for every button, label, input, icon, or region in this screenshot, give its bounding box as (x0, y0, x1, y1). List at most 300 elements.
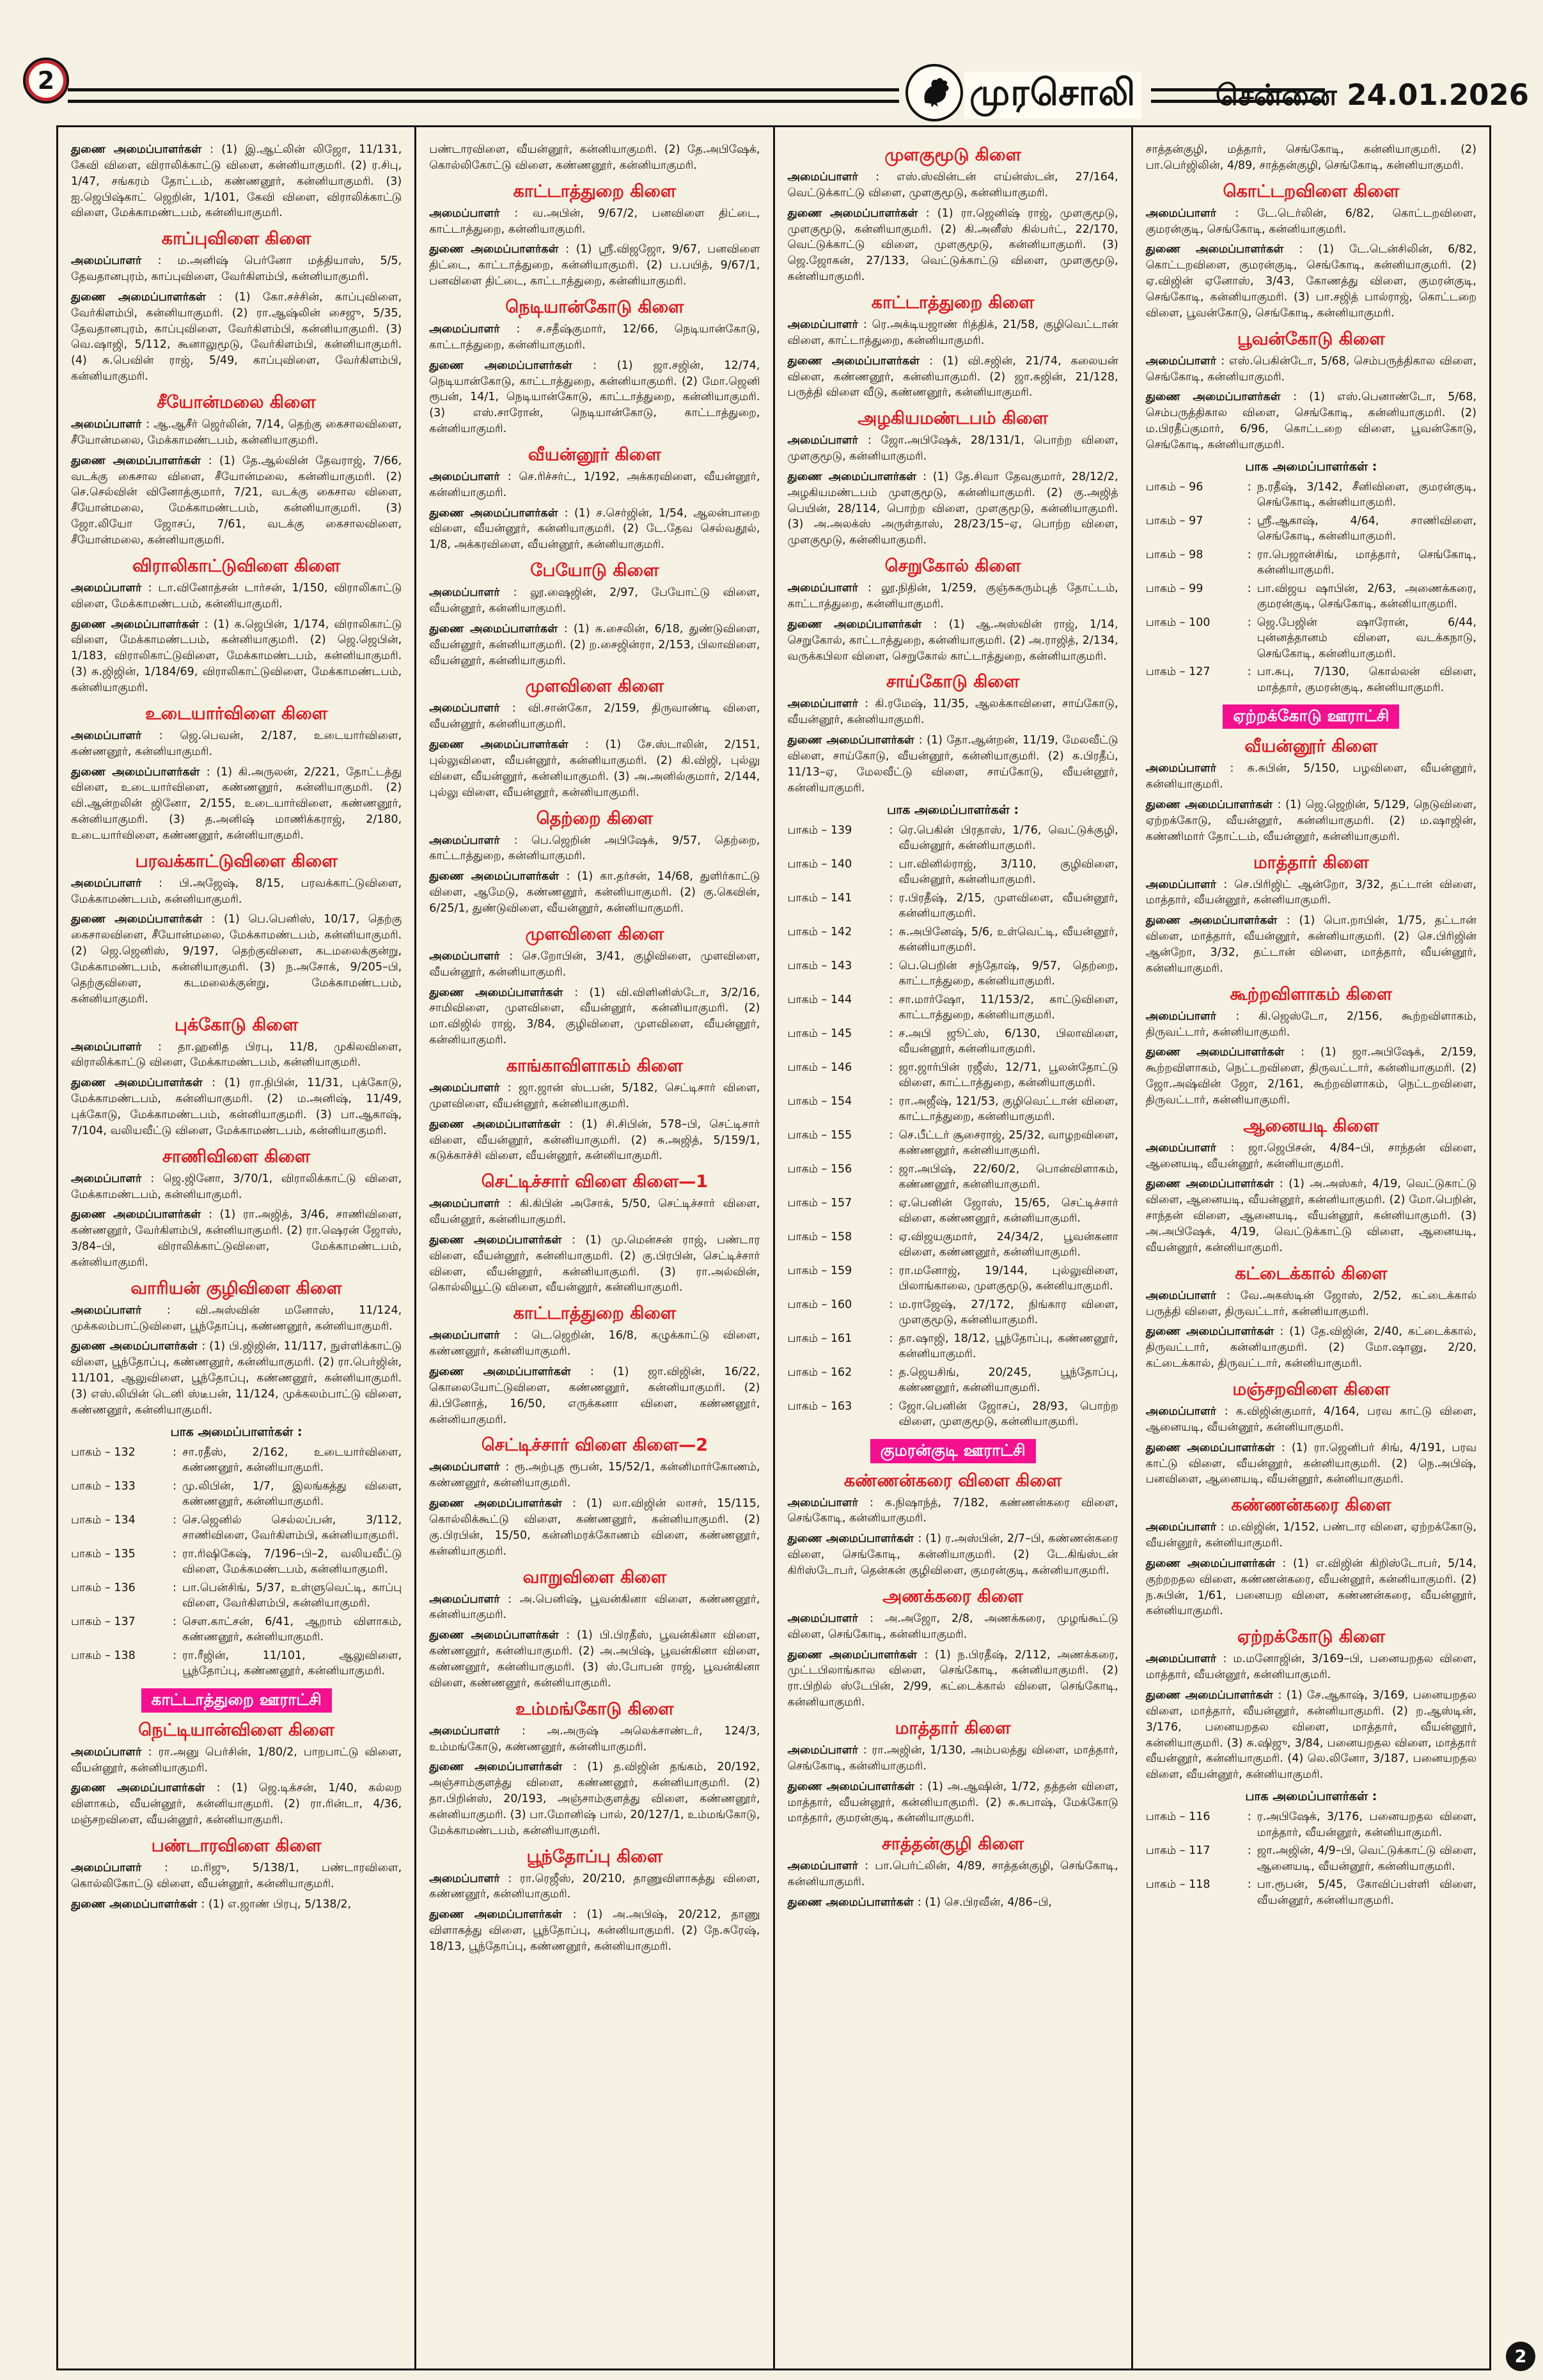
part-text: ரா.பெஜான்சிங், மாத்தார், செங்கோடி, கன்னியாகுமரி. (1257, 548, 1476, 577)
deputies-paragraph: துணை அமைப்பாளர்கள் : (1) தே.ஆல்வின் தேவராஜ், 7/66, வடக்கு கைசால விளை, சீயோன்மலை, கன்னியாகுமரி. (2) செ.செல்வின் வினோத்குமார், 7/21, வடக்கு கைசால விளை, சீயோன்மலை, மேக்காமண்டபம், கன்னியாகுமரி. (3) ஜோ.லியோ ஜோசப், 7/61, வடக்கு கைசாலவிளை, சீயோன்மலை, கன்னியாகுமரி. (71, 454, 402, 547)
part-row (788, 958, 1118, 990)
deputies-paragraph: துணை அமைப்பாளர்கள் : (1) ஜா.சஜின், 12/74, நெடியான்கோடு, காட்டாத்துறை, கன்னியாகுமரி. (2) மோ.ஜெனி ரூபன், 14/1, நெடியான்கோடு, காட்டாத்துறை, கன்னியாகுமரி. (3) எஸ்.சாரோன், நெடியான்கோடு, காட்டாத்துறை, கன்னியாகுமரி. (429, 359, 760, 436)
branch-title: முளவிளை கிளை (525, 676, 664, 697)
part-row (788, 1026, 1118, 1057)
part-colon: : (889, 891, 893, 905)
part-colon: : (889, 1399, 893, 1413)
deputies-paragraph: துணை அமைப்பாளர்கள் : (1) க.ஜெபின், 1/174, விராலிகாட்டு விளை, மேக்காமண்டபம், கன்னியாகுமரி. (2) ஜெ.ஜெபின், 1/183, விராலிகாட்டுவிளை, மேக்காமண்டபம், கன்னியாகுமரி. (3) சு.ஜிஜின், 1/184/69, விராலிகாட்டுவிளை, மேக்காமண்டபம், கன்னியாகுமரி. (71, 618, 402, 694)
paragraph-label: அமைப்பாளர் (787, 171, 876, 184)
masthead-title: முரசொலி (964, 72, 1141, 119)
part-text: செள.காட்சன், 6/41, ஆறாம் விளாகம், கண்ணனூர், கன்னியாகுமரி. (182, 1615, 402, 1644)
part-colon: : (889, 1094, 893, 1108)
part-number: பாகம் – 99 (1145, 582, 1203, 595)
paragraph-label: அமைப்பாளர் (787, 1860, 865, 1873)
organizer-paragraph: அமைப்பாளர் : ம.மனோஜின், 3/169–பி, பனையறதல விளை, மாத்தார், வீயன்னூர், கன்னியாகுமரி. (1145, 1653, 1476, 1682)
branch-title: சாத்தன்குழி கிளை (881, 1834, 1024, 1855)
part-colon: : (1247, 514, 1251, 527)
news-column-1 (58, 127, 416, 2368)
deputies-paragraph: துணை அமைப்பாளர்கள் : (1) வி.விளினிஸ்டோ, 3/2/16, சாமிவிளை, முளவிளை, வீயன்னூர், கன்னியாகுமரி. (2) மா.விஜில் ராஜ், 3/84, குழிவிளை, முளவிளை, வீயன்னூர், கன்னியாகுமரி. (429, 986, 760, 1047)
part-text: செ.பீட்டர் சூசைராஜ், 25/32, வாழறவிளை, கண்ணனூர், கன்னியாகுமரி. (898, 1128, 1118, 1158)
part-row (71, 1614, 402, 1645)
branch-title: கண்ணன்கரை விளை கிளை (843, 1470, 1062, 1491)
part-number: பாகம் – 140 (787, 857, 852, 871)
organizer-paragraph: அமைப்பாளர் : வி.சான்கோ, 2/159, திருவாண்டி விளை, வீயன்னூர், கன்னியாகுமரி. (429, 702, 760, 731)
part-row (1146, 513, 1476, 545)
paragraph-label: துணை அமைப்பாளர்கள் (429, 1497, 573, 1511)
paragraph-label: அமைப்பாளர் (429, 1592, 508, 1606)
paragraph-label: அமைப்பாளர் (71, 729, 159, 742)
part-row (1146, 1809, 1476, 1840)
branch-title: வாரியன் குழிவிளை கிளை (130, 1278, 342, 1298)
paragraph-label: துணை அமைப்பாளர்கள் (787, 734, 919, 747)
part-row (788, 1060, 1118, 1091)
paragraph-label: அமைப்பாளர் (71, 1862, 164, 1874)
paragraph-label: துணை அமைப்பாளர்கள் (1145, 914, 1287, 928)
part-colon: : (889, 1196, 893, 1209)
news-column-3 (775, 127, 1133, 2368)
part-row (788, 823, 1118, 854)
deputies-paragraph: துணை அமைப்பாளர்கள் : (1) பெ.பெனிஸ், 10/17, தெற்கு கைசாலவிளை, சீயோன்மலை, மேக்காமண்டபம், கன்னியாகுமரி. (2) ஜெ.ஜெனிஸ், 9/197, தெற்குவிளை, கடமலைக்குன்று, மேக்காமண்டபம், கன்னியாகுமரி. (3) ந.அசோக், 9/205–பி, தெற்குவிளை, கடமலைக்குன்று, மேக்காமண்டபம், கன்னியாகுமரி. (71, 913, 402, 1006)
branch-title: கட்டைக்கால் கிளை (1235, 1263, 1388, 1284)
part-colon: : (889, 1027, 893, 1040)
deputies-paragraph: துணை அமைப்பாளர்கள் : (1) பொ.றாபின், 1/75, தட்டான் விளை, மாத்தார், வீயன்னூர், கன்னியாகுமரி. (2) செ.பிரிஜின் ஆன்றோ, 3/32, தட்டான் விளை, மாத்தார், வீயன்னூர், கன்னியாகுமரி. (1145, 914, 1476, 975)
deputies-paragraph: துணை அமைப்பாளர்கள் : (1) சி.சிபின், 578–பி, செட்டிசார் விளை, வீயன்னூர், கன்னியாகுமரி. (2) சு.அஜித், 5/159/1, கடுக்காச்சி விளை, வீயன்னூர், கன்னியாகுமரி. (429, 1117, 760, 1163)
part-number: பாகம் – 162 (787, 1365, 852, 1379)
paragraph-label: துணை அமைப்பாளர்கள் (71, 454, 208, 467)
deputies-paragraph: துணை அமைப்பாளர்கள் : (1) கி.அருலன், 2/221, தோட்டத்து விளை, உடையார்விளை, கண்ணனூர், கன்னியாகுமரி. (2) வி.ஆன்றலின் ஜினோ, 2/155, உடையார்விளை, கண்ணனூர், கன்னியாகுமரி. (3) த.அனிஷ் மாணிக்கராஜ், 2/180, உடையார்விளை, கண்ணனூர், கன்னியாகுமரி. (71, 765, 402, 842)
deputies-paragraph: துணை அமைப்பாளர்கள் : (1) தே.சிவா தேவகுமார், 28/12/2, அழகியமண்டபம் முளகுமூடு, கன்னியாகுமரி. (2) கு.அஜித் பெயின், 28/114, பொற்ற விளை, முளகுமூடு, கன்னியாகுமரி. (3) அ.அலக்ஸ் அருள்தாஸ், 28/23/15–ஏ, பொற்ற விளை, முளகுமூடு, கன்னியாகுமரி. (787, 470, 1118, 547)
deputies-paragraph: துணை அமைப்பாளர்கள் : (1) ஜா.விஜின், 16/22, கொலையோட்டுவிளை, கண்ணனூர், கன்னியாகுமரி. (2) கி.பினோத், 16/50, எருக்கனா விளை, கண்ணனூர், கன்னியாகுமரி. (429, 1365, 760, 1426)
part-number: பாகம் – 161 (787, 1332, 852, 1345)
part-number: பாகம் – 163 (787, 1399, 852, 1413)
part-row (71, 1445, 402, 1476)
part-text: ரா.ரீஜின், 11/101, ஆலுவிளை, பூந்தோப்பு, கண்ணனூர், கன்னியாகுமரி. (182, 1649, 402, 1678)
organizer-paragraph: அமைப்பாளர் : கி.ரமேஷ், 11/35, ஆலக்காவிளை, சாய்கோடு, வீயன்னூர், கன்னியாகுமரி. (787, 697, 1118, 727)
paragraph-label: துணை அமைப்பாளர்கள் (429, 359, 593, 372)
deputies-paragraph: துணை அமைப்பாளர்கள் : (1) கோ.சச்சின், காப்புவிளை, வேர்கிளம்பி, கன்னியாகுமரி. (2) ரா.ஆஷ்லின் சைஜு, 5/35, தேவதானபுரம், காப்புவிளை, வேர்கிளம்பி, கன்னியாகுமரி. (3) வெ.ஷாஜி, 5/112, கூனாலுமூடு, வேர்கிளம்பி, கன்னியாகுமரி. (4) சு.பெவின் ராஜ், 5/49, காப்புவிளை, வேர்கிளம்பி, கன்னியாகுமரி. (71, 290, 402, 384)
part-number: பாகம் – 137 (71, 1615, 136, 1628)
branch-title: கண்ணன்கரை கிளை (1231, 1495, 1391, 1516)
paragraph-label: துணை அமைப்பாளர்கள் (71, 143, 210, 156)
part-row (788, 924, 1118, 956)
part-text: ஏ.பெனின் ஜோஸ், 15/65, செட்டிச்சார் விளை, கண்ணனூர், கன்னியாகுமரி. (898, 1196, 1118, 1225)
paragraph-label: துணை அமைப்பாளர்கள் (429, 1629, 567, 1642)
part-colon: : (889, 857, 893, 871)
organizer-paragraph: அமைப்பாளர் : ச.சதீஷ்குமார், 12/66, நெடியான்கோடு, காட்டாத்துறை, கன்னியாகுமரி. (429, 323, 760, 352)
part-text: ந.ரதீஷ், 3/142, சீனிவிளை, குமரன்குடி, செங்கோடி, கன்னியாகுமரி. (1257, 480, 1476, 509)
branch-title: கொட்டறவிளை கிளை (1223, 181, 1400, 201)
paragraph-label: துணை அமைப்பாளர்கள் (71, 765, 207, 779)
organizer-paragraph: அமைப்பாளர் : எஸ்.ஸ்வின்டன் எய்ன்ஸ்டன், 27/164, வெட்டுக்காட்டு விளை, முளகுமூடு, கன்னியாகுமரி. (787, 171, 1118, 199)
part-row (788, 857, 1118, 888)
paragraph-label: அமைப்பாளர் (429, 1461, 506, 1474)
branch-title: முளவிளை கிளை (525, 924, 664, 944)
paragraph-label: துணை அமைப்பாளர்கள் (1145, 391, 1294, 404)
part-text: பா.விஜய ஷாபின், 2/63, அணைக்கரை, குமரன்குடி, செங்கோடி, கன்னியாகுமரி. (1257, 582, 1476, 611)
paragraph-label: துணை அமைப்பாளர்கள் (429, 1233, 572, 1247)
part-number: பாகம் – 145 (787, 1027, 852, 1040)
organizer-paragraph: அமைப்பாளர் : க.விஜின்குமார், 4/164, பரவ காட்டு விளை, ஆனையடி, வீயன்னூர், கன்னியாகுமரி. (1145, 1405, 1476, 1434)
part-text: பா.ரூபன், 5/45, கோவிப்பள்ளி விளை, வீயன்னூர், கன்னியாகுமரி. (1257, 1878, 1476, 1907)
part-number: பாகம் – 156 (787, 1162, 852, 1176)
deputies-paragraph: துணை அமைப்பாளர்கள் : (1) அ.அபிஷ், 20/212, தாணு விளாகத்து விளை, பூந்தோப்பு, கன்னியாகுமரி. (2) நே.சுரேஷ், 18/13, பூந்தோப்பு, கண்ணனூர், கன்னியாகுமரி. (429, 1908, 760, 1953)
part-text: பா.பென்சிங், 5/37, உள்ளுவெட்டி, காப்பு விளை, வேர்கிளம்பி, கன்னியாகுமரி. (182, 1581, 402, 1610)
continuation-paragraph: துணை அமைப்பாளர்கள் : (1) இ.ஆட்லின் லிஜோ, 11/131, கேவி விளை, விராலிக்காட்டு விளை, கன்னியாகுமரி. (2) ர.சிபு, 1/47, சங்கரம் தோட்டம், கண்ணனூர், கன்னியாகுமரி. (3) ஐ.ஜெபிஷ்காட் ஜெறின், 1/101, கேவி விளை, விராலிக்காட்டு விளை, மேக்காமண்டபம், கன்னியாகுமரி. (71, 143, 402, 220)
part-colon: : (889, 1365, 893, 1379)
part-text: பா.வினில்ராஜ், 3/110, குழிவிளை, வீயன்னூர், கன்னியாகுமரி. (898, 857, 1118, 887)
deputies-paragraph: துணை அமைப்பாளர்கள் : (1) ஸ்ரீ.விஜஜோ, 9/67, பனவிளை திட்டை, காட்டாத்துறை, கன்னியாகுமரி. (2) ப.பயித், 9/67/1, பனவிளை திட்டை, காட்டாத்துறை, கன்னியாகுமரி. (429, 243, 760, 288)
organizer-paragraph: அமைப்பாளர் : செ.ரிச்சர்ட், 1/192, அக்கரவிளை, வீயன்னூர், கன்னியாகுமரி. (429, 470, 760, 499)
part-number: பாகம் – 117 (1145, 1844, 1210, 1858)
paragraph-label: அமைப்பாளர் (787, 697, 865, 711)
organizer-paragraph: அமைப்பாளர் : வே.அகஸ்டின் ஜோஸ், 2/52, கட்டைக்கால் பருத்தி விளை, திருவட்டார், கன்னியாகுமரி. (1145, 1289, 1476, 1318)
paragraph-label: துணை அமைப்பாளர்கள் (71, 1897, 201, 1911)
deputies-paragraph: துணை அமைப்பாளர்கள் : (1) எ.விஜின் கிறிஸ்டோபர், 5/14, குற்றறதல விளை, கண்ணன்கரை, வீயன்னூர், கன்னியாகுமரி. (2) ந.சுபின், 1/61, பனையற விளை, கண்ணன்கரை, வீயன்னூர், கன்னியாகுமரி. (1145, 1557, 1476, 1618)
part-colon: : (173, 1547, 176, 1560)
news-column-2 (416, 127, 774, 2368)
part-row (788, 1399, 1118, 1430)
paragraph-label: அமைப்பாளர் (787, 582, 868, 595)
paragraph-label: துணை அமைப்பாளர்கள் (787, 618, 934, 631)
paragraph-label: அமைப்பாளர் (71, 418, 146, 432)
deputies-paragraph: துணை அமைப்பாளர்கள் : (1) ஆ.அஸ்வின் ராஜ், 1/14, செறுகோல், காட்டாத்துறை, கன்னியாகுமரி. (2) அ.ராஜித், 2/134, வருக்கபிலா விளை, செறுகோல் காட்டாத்துறை, கன்னியாகுமரி. (787, 618, 1118, 663)
part-row (788, 1094, 1118, 1125)
paragraph-label: துணை அமைப்பாளர்கள் (71, 1077, 212, 1090)
part-text: செ.ஜெனில் செல்லப்பன், 3/112, சாணிவிளை, வேர்கிளம்பி, கன்னியாகுமரி. (182, 1513, 402, 1543)
part-row (1146, 479, 1476, 511)
deputies-paragraph: துணை அமைப்பாளர்கள் : (1) த.விஜின் தங்கம், 20/192, அஞ்சாம்குளத்து விளை, கண்ணனூர், கன்னியாகுமரி. (2) தா.பிறின்ஸ், 20/193, அஞ்சாம்குளத்து விளை, கண்ணனூர், கன்னியாகுமரி. (3) பா.மோனிஷ் பால், 20/127/1, உம்மங்கோடு, மேக்காமண்டபம், கன்னியாகுமரி. (429, 1761, 760, 1837)
branch-title: செட்டிச்சார் விளை கிளை—2 (481, 1435, 709, 1456)
continuation-paragraph: பண்டாரவிளை, வீயன்னூர், கன்னியாகுமரி. (2) தே.அபிஷேக், கொல்லிகோட்டு விளை, கண்ணனூர், கன்னியாகுமரி. (429, 143, 760, 172)
organizer-paragraph: அமைப்பாளர் : ரா.அனு பெர்சின், 1/80/2, பாறபாட்டு விளை, வீயன்னூர், கன்னியாகுமரி. (71, 1745, 402, 1775)
paragraph-label: அமைப்பாளர் (71, 254, 158, 268)
deputies-paragraph: துணை அமைப்பாளர்கள் : (1) ஜெ.டிக்சன், 1/40, கல்லற விளாகம், வீயன்னூர், கன்னியாகுமரி. (2) ரா.ரின்டா, 4/36, மஞ்சறவிளை, வீயன்னூர், கன்னியாகுமரி. (71, 1782, 402, 1827)
branch-title: மஞ்சறவிளை கிளை (1232, 1379, 1390, 1399)
deputies-paragraph: துணை அமைப்பாளர்கள் : (1) பி.பிரதீஸ், பூவன்கினா விளை, கண்ணனூர், கன்னியாகுமரி. (2) அ.அபிஷ், பூவன்கினா விளை, கண்ணனூர், கன்னியாகுமரி. (3) ஸ்.போபன் ராஜ், பூவன்கினா விளை, கண்ணனூர், கன்னியாகுமரி. (429, 1629, 760, 1690)
paragraph-label: அமைப்பாளர் (1145, 1405, 1225, 1418)
deputies-paragraph: துணை அமைப்பாளர்கள் : (1) எஸ்.பெனாண்டோ, 5/68, செம்பருத்திகால விளை, செங்கோடி, கன்னியாகுமரி. (2) ம.பிரதீப்குமார், 6/96, கொட்டறை விளை, பூவன்கோடு, செங்கோடி, கன்னியாகுமரி. (1145, 391, 1476, 451)
branch-title: தெற்றை கிளை (536, 808, 654, 828)
content-box (56, 125, 1491, 2370)
part-text: ரா.ரிஷிகேஷ், 7/196–பி–2, வலியவீட்டு விளை, மேக்கமண்டபம், கன்னியாகுமரி. (182, 1547, 402, 1576)
part-number: பாகம் – 157 (787, 1196, 852, 1209)
part-colon: : (889, 1298, 893, 1311)
part-number: பாகம் – 135 (71, 1547, 136, 1560)
parts-head: பாக அமைப்பாளர்கள் : (1245, 1789, 1377, 1804)
paragraph-label: துணை அமைப்பாளர்கள் (1145, 1557, 1283, 1570)
part-colon: : (889, 1230, 893, 1243)
organizer-paragraph: அமைப்பாளர் : ரா.அஜின், 1/130, அம்பலத்து விளை, மாத்தார், செங்கோடி, கன்னியாகுமரி. (787, 1743, 1118, 1773)
branch-title: உடையார்விளை கிளை (145, 703, 328, 724)
branch-title: நெட்டியான்விளை கிளை (138, 1720, 335, 1740)
branch-title: மாத்தார் கிளை (895, 1718, 1011, 1738)
organizer-paragraph: அமைப்பாளர் : கி.கிபின் அசோக், 5/50, செட்டிச்சார் விளை, வீயன்னூர், கன்னியாகுமரி. (429, 1197, 760, 1227)
organizer-paragraph: அமைப்பாளர் : ரா.ரெஜீஸ், 20/210, தாணுவிளாகத்து விளை, கண்ணனூர், கன்னியாகுமரி. (429, 1872, 760, 1901)
panchayat-heading: காட்டாத்துறை ஊராட்சி (141, 1688, 332, 1713)
panchayat-heading-wrap (1146, 704, 1476, 729)
paragraph-label: துணை அமைப்பாளர்கள் (429, 1908, 573, 1922)
paragraph-label: துணை அமைப்பாளர்கள் (1145, 1178, 1280, 1191)
part-row (788, 1331, 1118, 1362)
part-number: பாகம் – 160 (787, 1298, 852, 1311)
part-text: ச.அபி ஜூட்ஸ், 6/130, பிலாவிளை, வீயன்னூர், கன்னியாகுமரி. (898, 1027, 1118, 1056)
deputies-paragraph: துணை அமைப்பாளர்கள் : (1) தோ.ஆன்றன், 11/19, மேலவீட்டு விளை, சாய்கோடு, வீயன்னூர், கன்னியாகுமரி. (2) க.பிரதீப், 11/13–ஏ, மேலவீட்டு விளை, சாய்கோடு, வீயன்னூர், கன்னியாகுமரி. (787, 734, 1118, 795)
organizer-paragraph: அமைப்பாளர் : தா.ஹனித பிரபு, 11/8, முகிலவிளை, விராலிக்காட்டு விளை, மேக்காமண்டபம், கன்னியாகுமரி. (71, 1040, 402, 1069)
organizer-paragraph: அமைப்பாளர் : டா.வினோத்சன் டார்சன், 1/150, விராலிகாட்டு விளை, மேக்காமண்டபம், கன்னியாகுமரி. (71, 581, 402, 611)
organizer-paragraph: அமைப்பாளர் : ம.ரிஜு, 5/138/1, பண்டாரவிளை, கொல்லிகோட்டு விளை, வீயன்னூர், கன்னியாகுமரி. (71, 1862, 402, 1890)
branch-title: புக்கோடு கிளை (174, 1015, 299, 1035)
deputies-paragraph: துணை அமைப்பாளர்கள் : (1) அ.அஸ்கர், 4/19, வெட்டுகாட்டு விளை, ஆனையடி, வீயன்னூர், கன்னியாகுமரி. (2) மோ.பெறின், சாந்தன் விளை, ஆனையடி, வீயன்னூர், கன்னியாகுமரி. (3) அ.அபிஷேக், 4/19, வெட்டுக்காட்டு விளை, ஆனையடி, வீயன்னூர், கன்னியாகுமரி. (1145, 1178, 1476, 1254)
part-text: ரா.அஜீஷ், 121/53, குழிவெட்டான் விளை, காட்டாத்துறை, கன்னியாகுமரி. (898, 1094, 1118, 1124)
branch-title: காட்டாத்துறை கிளை (513, 181, 677, 201)
paragraph-label: அமைப்பாளர் (429, 586, 513, 600)
paragraph-label: துணை அமைப்பாளர்கள் (71, 913, 212, 926)
part-row (788, 1162, 1118, 1193)
paragraph-label: துணை அமைப்பாளர்கள் (429, 1117, 570, 1131)
part-row (71, 1580, 402, 1612)
continuation-paragraph: சாத்தன்குழி, மத்தார், செங்கோடி, கன்னியாகுமரி. (2) பா.பெர்ஜிலின், 4/89, சாத்தன்குழி, செங்கோடி, கன்னியாகுமரி. (1145, 143, 1476, 172)
part-number: பாகம் – 116 (1145, 1810, 1210, 1824)
organizer-paragraph: அமைப்பாளர் : செ.பிரிஜிட் ஆன்றோ, 3/32, தட்டான் விளை, மாத்தார், வீயன்னூர், கன்னியாகுமரி. (1145, 878, 1476, 907)
paragraph-label: அமைப்பாளர் (1145, 1653, 1223, 1666)
part-text: ம.ராஜேஷ், 27/172, நிங்கார விளை, முளகுமூடு, கன்னியாகுமரி. (898, 1298, 1118, 1327)
branch-title: வீயன்னூர் கிளை (528, 444, 661, 465)
paragraph-label: அமைப்பாளர் (429, 1197, 508, 1211)
part-colon: : (173, 1445, 176, 1459)
part-text: ஏ.விஜயகுமார், 24/34/2, பூவன்கனா விளை, கண்ணனூர், கன்னியாகுமரி. (898, 1230, 1118, 1259)
part-row (1146, 581, 1476, 612)
organizer-paragraph: அமைப்பாளர் : டெ.ஜெறின், 16/8, கழுக்காட்டு விளை, கண்ணனூர், கன்னியாகுமரி. (429, 1329, 760, 1358)
panchayat-heading: ஏற்றக்கோடு ஊராட்சி (1223, 704, 1399, 729)
part-text: தா.ஷாஜி, 18/12, பூந்தோப்பு, கண்ணனூர், கன்னியாகுமரி. (898, 1332, 1118, 1361)
branch-title: கூற்றவிளாகம் கிளை (1230, 984, 1393, 1004)
branch-title: பண்டாரவிளை கிளை (151, 1835, 322, 1856)
part-colon: : (1247, 665, 1251, 679)
paragraph-label: அமைப்பாளர் (1145, 878, 1224, 891)
part-number: பாகம் – 97 (1145, 514, 1203, 527)
organizer-paragraph: அமைப்பாளர் : ஜா.ஜெபிசன், 4/84–பி, சாந்தன் விளை, ஆனையடி, வீயன்னூர், கன்னியாகுமரி. (1145, 1141, 1476, 1171)
paragraph-label: துணை அமைப்பாளர்கள் (429, 1365, 591, 1379)
paragraph-label: துணை அமைப்பாளர்கள் (787, 1780, 920, 1793)
part-colon: : (889, 993, 893, 1006)
deputies-paragraph: துணை அமைப்பாளர்கள் : (1) டே.டென்சிலின், 6/82, கொட்டறவிளை, குமரன்குடி, செங்கோடி, கன்னியாகுமரி. (2) ஏ.விஜின் ஏனோஸ், 3/43, கோணத்து விளை, குமரன்குடி, செங்கோடி, கன்னியாகுமரி. (3) பா.சஜித் பால்ராஜ், கொட்டறை விளை, பூவன்கோடு, செங்கோடி, கன்னியாகுமரி. (1145, 243, 1477, 320)
part-colon: : (889, 1128, 893, 1142)
paragraph-label: அமைப்பாளர் (429, 834, 514, 847)
paragraph-label: துணை அமைப்பாளர்கள் (787, 1648, 925, 1661)
organizer-paragraph: அமைப்பாளர் : ம.அனிஷ் பெர்னோ மத்தியாஸ், 5/5, தேவதானபுரம், காப்புவிளை, வேர்கிளம்பி, கன்னியாகுமரி. (71, 254, 402, 284)
paragraph-label: துணை அமைப்பாளர்கள் (71, 1782, 217, 1795)
branch-title: அழகியமண்டபம் கிளை (858, 408, 1049, 429)
part-number: பாகம் – 96 (1145, 480, 1203, 494)
paragraph-label: துணை அமைப்பாளர்கள் (429, 870, 567, 883)
part-text: ஜா.அபிஷ், 22/60/2, பொன்விளாகம், கண்ணனூர், கன்னியாகுமரி. (898, 1162, 1118, 1192)
deputies-paragraph: துணை அமைப்பாளர்கள் : (1) சே.ஸ்டாலின், 2/151, புல்லுவிளை, வீயன்னூர், கன்னியாகுமரி. (2) கி.விஜி, புல்லு விளை, வீயன்னூர், கன்னியாகுமரி. (3) அ.அனில்குமார், 2/144, புல்லு விளை, வீயன்னூர், கன்னியாகுமரி. (429, 738, 760, 799)
paragraph-label: துணை அமைப்பாளர்கள் (787, 1532, 918, 1546)
part-number: பாகம் – 141 (787, 891, 852, 905)
part-colon: : (889, 1162, 893, 1176)
part-colon: : (1247, 582, 1251, 595)
part-number: பாகம் – 155 (787, 1128, 852, 1142)
paragraph-label: துணை அமைப்பாளர்கள் (71, 1340, 202, 1353)
paragraph-label: துணை அமைப்பாளர்கள் (787, 354, 930, 368)
deputies-paragraph: துணை அமைப்பாளர்கள் : (1) ச.செர்ஜின், 1/54, ஆலன்பாறை விளை, வீயன்னூர், கன்னியாகுமரி. (2) டே.தேவ செல்வதூல், 1/8, அக்கரவிளை, வீயன்னூர், கன்னியாகுமரி. (429, 506, 760, 552)
paragraph-label: அமைப்பாளர் (787, 1496, 870, 1509)
part-text: ஸ்ரீ.ஆகாஷ், 4/64, சாணிவிளை, செங்கோடி, கன்னியாகுமரி. (1257, 514, 1476, 543)
deputies-paragraph: துணை அமைப்பாளர்கள் : (1) பி.ஜிஜின், 11/117, நுள்ளிக்காட்டு விளை, பூந்தோப்பு, கண்ணனூர், கன்னியாகுமரி. (2) ரா.பெர்ஜின், 11/101, ஆலுவிளை, பூந்தோப்பு, கண்ணனூர், கன்னியாகுமரி. (3) எஸ்.லியின் டெனி ஸ்டீபன், 11/124, முக்கலம்பாட்டு விளை, கண்ணனூர், கன்னியாகுமரி. (71, 1340, 402, 1417)
part-row (71, 1648, 402, 1679)
paragraph-label: துணை அமைப்பாளர்கள் (429, 986, 575, 999)
branch-title: பரவக்காட்டுவிளை கிளை (135, 851, 338, 871)
paragraph-label: அமைப்பாளர் (1145, 1141, 1231, 1155)
part-number: பாகம் – 146 (787, 1061, 852, 1074)
deputies-paragraph: துணை அமைப்பாளர்கள் : (1) செ.பிரவீன், 4/86–பி, (787, 1895, 1052, 1909)
organizer-paragraph: அமைப்பாளர் : ஜோ.அபிஷேக், 28/131/1, பொற்ற விளை, முளகுமூடு, கன்னியாகுமரி. (787, 434, 1118, 463)
paragraph-label: அமைப்பாளர் (71, 1040, 158, 1054)
part-colon: : (1247, 480, 1251, 494)
branch-title: மாத்தார் கிளை (1253, 852, 1369, 873)
part-colon: : (1247, 1844, 1251, 1858)
part-row (788, 1229, 1118, 1261)
parts-head: பாக அமைப்பாளர்கள் : (1245, 459, 1377, 474)
parts-head: பாக அமைப்பாளர்கள் : (170, 1424, 302, 1439)
paragraph-label: அமைப்பாளர் (429, 1329, 514, 1342)
branch-title: ஆனையடி கிளை (1243, 1116, 1379, 1136)
part-row (1146, 1877, 1476, 1908)
paragraph-label: துணை அமைப்பாளர்கள் (1145, 1441, 1281, 1454)
deputies-paragraph: துணை அமைப்பாளர்கள் : (1) ரா.ஜெனிஷ் ராஜ், முளகுமூடு, முளகுமூடு, கன்னியாகுமரி. (2) கி.அனீஸ் கில்பர்ட், 22/170, வெட்டுக்காட்டு விளை, முளகுமூடு, கன்னியாகுமரி. (3) ஜெ.ஜோகன், 27/133, வெட்டுக்காட்டு விளை, முளகுமூடு, கன்னியாகுமரி. (787, 206, 1118, 284)
paragraph-label: அமைப்பாளர் (787, 1612, 870, 1625)
part-text: ர.அபிஷேக், 3/176, பனையறதல விளை, மாத்தார், வீயன்னூர், கன்னியாகுமரி. (1257, 1810, 1476, 1839)
bottom-page-number: 2 (1504, 2340, 1537, 2373)
deputies-paragraph: துணை அமைப்பாளர்கள் : (1) அ.ஆஷின், 1/72, தத்தன் விளை, மாத்தார், வீயன்னூர், கன்னியாகுமரி. (2) சு.சுபாஷ், மேக்கோடு மாத்தார், குமரன்குடி, கன்னியாகுமரி. (787, 1780, 1118, 1825)
paragraph-label: அமைப்பாளர் (1145, 762, 1230, 775)
organizer-paragraph: அமைப்பாளர் : கி.ஜெஸ்டோ, 2/156, கூற்றவிளாகம், திருவட்டார், கன்னியாகுமரி. (1145, 1009, 1476, 1039)
part-colon: : (889, 1264, 893, 1277)
branch-title: விராலிகாட்டுவிளை கிளை (132, 556, 341, 576)
part-row (788, 1263, 1118, 1295)
part-colon: : (173, 1649, 176, 1662)
deputies-paragraph: துணை அமைப்பாளர்கள் : (1) எ.ஜாண் பிரபு, 5/138/2, (71, 1897, 352, 1911)
organizer-paragraph: அமைப்பாளர் : ஜா.ஜான் ஸ்டபன், 5/182, செட்டிசார் விளை, முளவிளை, வீயன்னூர், கன்னியாகுமரி. (429, 1081, 760, 1110)
part-number: பாகம் – 134 (71, 1513, 136, 1527)
part-text: பெ.பெறின் சந்தோஷ், 9/57, தெற்றை, காட்டாத்துறை, கன்னியாகுமரி. (898, 959, 1118, 988)
paragraph-label: துணை அமைப்பாளர்கள் (429, 622, 564, 635)
branch-title: ஏற்றக்கோடு கிளை (1237, 1627, 1385, 1647)
part-text: ரா.மனோஜ், 19/144, புல்லுவிளை, பிலாங்காலை, முளகுமூடு, கன்னியாகுமரி. (898, 1264, 1118, 1293)
part-row (788, 1365, 1118, 1396)
deputies-paragraph: துணை அமைப்பாளர்கள் : (1) ந.பிரதீஷ், 2/112, அணக்கரை, முட்டபிலாங்கால விளை, செங்கோடி, கன்னியாகுமரி. (2) ரா.பிறில் ஸ்டேபின், 2/99, கட்டைக்கால் விளை, செங்கோடி, கன்னியாகுமரி. (787, 1648, 1118, 1709)
paragraph-label: அமைப்பாளர் (429, 206, 515, 220)
paragraph-label: அமைப்பாளர் (1145, 354, 1221, 368)
part-text: சா.ரதீஸ், 2/162, உடையார்விளை, கண்ணனூர், கன்னியாகுமரி. (182, 1445, 402, 1475)
paragraph-label: துணை அமைப்பாளர்கள் (787, 206, 926, 220)
part-number: பாகம் – 159 (787, 1264, 852, 1277)
paragraph-label: துணை அமைப்பாளர்கள் (1145, 1689, 1278, 1702)
organizer-paragraph: அமைப்பாளர் : வ.அபின், 9/67/2, பனவிளை திட்டை, காட்டாத்துறை, கன்னியாகுமரி. (429, 206, 760, 236)
rooster-logo-icon (905, 64, 963, 121)
paragraph-label: துணை அமைப்பாளர்கள் (1145, 1325, 1280, 1339)
deputies-paragraph: துணை அமைப்பாளர்கள் : (1) ரா.ஜெனிபர் சிங், 4/191, பரவ காட்டு விளை, வீயன்னூர், கன்னியாகுமரி. (2) நெ.அபிஷ், பனவிளை, ஆனையடி, வீயன்னூர், கன்னியாகுமரி. (1145, 1441, 1476, 1486)
branch-title: பேயோடு கிளை (530, 561, 659, 581)
deputies-paragraph: துணை அமைப்பாளர்கள் : (1) சு.சைலின், 6/18, துண்டுவிளை, வீயன்னூர், கன்னியாகுமரி. (2) ற.சைஜின்ரா, 2/153, பிலாவிளை, வீயன்னூர், கன்னியாகுமரி. (429, 622, 760, 667)
part-row (788, 1128, 1118, 1159)
part-colon: : (173, 1615, 176, 1628)
part-row (788, 891, 1118, 922)
part-number: பாகம் – 138 (71, 1649, 136, 1662)
news-column-4 (1133, 127, 1489, 2368)
paragraph-label: துணை அமைப்பாளர்கள் (71, 1208, 209, 1222)
branch-title: வீயன்னூர் கிளை (1244, 736, 1378, 757)
part-number: பாகம் – 158 (787, 1230, 852, 1243)
edition-date: சென்னை 24.01.2026 (1215, 78, 1529, 112)
part-text: ர.பிரதீஷ், 2/15, முளவிளை, வீயன்னூர், கன்னியாகுமரி. (898, 891, 1118, 921)
deputies-paragraph: துணை அமைப்பாளர்கள் : (1) மு.மென்சன் ராஜ், பண்டார விளை, வீயன்னூர், கன்னியாகுமரி. (2) கு.பிரபின், செட்டிச்சார் விளை, வீயன்னூர், கன்னியாகுமரி. (3) ரா.அல்வின், கொல்லியூட்டு விளை, வீயன்னூர், கன்னியாகுமரி. (429, 1233, 760, 1295)
part-text: சு.அபினேஷ், 5/6, உள்வெட்டி, வீயன்னூர், கன்னியாகுமரி. (898, 925, 1118, 954)
paragraph-label: துணை அமைப்பாளர்கள் (71, 618, 205, 631)
organizer-paragraph: அமைப்பாளர் : வி.அஸ்வின் மனோஸ், 11/124, முக்கலம்பாட்டுவிளை, பூந்தோப்பு, கண்ணனூர், கன்னியாகுமரி. (71, 1303, 402, 1333)
panchayat-heading: குமரன்குடி ஊராட்சி (870, 1439, 1036, 1463)
paragraph-label: துணை அமைப்பாளர்கள் (429, 506, 565, 520)
deputies-paragraph: துணை அமைப்பாளர்கள் : (1) ரா.நிபின், 11/31, புக்கோடு, மேக்காமண்டபம், கன்னியாகுமரி. (2) ம.அனிஷ், 11/49, புக்கோடு, மேக்காமண்டபம், கன்னியாகுமரி. (3) பா.ஆகாஷ், 7/104, வலியவீட்டு விளை, மேக்காமண்டபம், கன்னியாகுமரி. (71, 1077, 402, 1137)
organizer-paragraph: அமைப்பாளர் : எஸ்.பெகின்டோ, 5/68, செம்பருத்திகால விளை, செங்கோடி, கன்னியாகுமரி. (1145, 354, 1477, 384)
organizer-paragraph: அமைப்பாளர் : லூ.ஷைஜின், 2/97, பேயோட்டு விளை, வீயன்னூர், கன்னியாகுமரி. (429, 586, 760, 616)
paragraph-label: அமைப்பாளர் (429, 1724, 522, 1738)
branch-title: காங்காவிளாகம் கிளை (506, 1055, 683, 1076)
part-colon: : (889, 1061, 893, 1074)
branch-title: உம்மங்கோடு கிளை (515, 1699, 674, 1719)
part-row (1146, 1843, 1476, 1874)
branch-title: காட்டாத்துறை கிளை (871, 292, 1035, 313)
part-text: சா.மார்ஷோ, 11/153/2, காட்டுவிளை, காட்டாத்துறை, கன்னியாகுமரி. (898, 993, 1118, 1022)
part-text: ஜெ.பேஜின் ஷாரோன், 6/44, புன்னத்தானம் விளை, வடக்கநாடு, செங்கோடி, கன்னியாகுமரி. (1257, 616, 1476, 660)
branch-title: சீயோன்மலை கிளை (157, 393, 316, 413)
part-colon: : (173, 1581, 176, 1594)
organizer-paragraph: அமைப்பாளர் : ம.விஜின், 1/152, பண்டார விளை, ஏற்றக்கோடு, வீயன்னூர், கன்னியாகுமரி. (1145, 1521, 1477, 1550)
part-number: பாகம் – 127 (1145, 665, 1210, 679)
organizer-paragraph: அமைப்பாளர் : ஆ.ஆசீர் ஜெர்லின், 7/14, தெற்கு கைசாலவிளை, சீயோன்மலை, மேக்காமண்டபம், கன்னியாகுமரி. (71, 418, 402, 447)
part-row (71, 1513, 402, 1544)
organizer-paragraph: அமைப்பாளர் : அ.அருஷ் அலெக்சாண்டர், 124/3, உம்மங்கோடு, கண்ணனூர், கன்னியாகுமரி. (429, 1724, 760, 1754)
part-row (788, 992, 1118, 1023)
part-colon: : (1247, 1810, 1251, 1824)
paragraph-label: துணை அமைப்பாளர்கள் (429, 243, 566, 256)
organizer-paragraph: அமைப்பாளர் : சு.சுபின், 5/150, பழவிளை, வீயன்னூர், கன்னியாகுமரி. (1145, 762, 1476, 791)
branch-title: அணக்கரை கிளை (882, 1586, 1024, 1606)
page-number-circle (23, 58, 69, 104)
paragraph-label: அமைப்பாளர் (429, 949, 510, 963)
panchayat-heading-wrap (71, 1688, 402, 1713)
branch-title: காட்டாத்துறை கிளை (513, 1303, 677, 1324)
branch-title: சாய்கோடு கிளை (886, 672, 1020, 692)
organizer-paragraph: அமைப்பாளர் : பி.அஜேஷ், 8/15, பரவக்காட்டுவிளை, மேக்காமண்டபம், கன்னியாகுமரி. (71, 876, 402, 906)
part-row (788, 1297, 1118, 1328)
paragraph-label: துணை அமைப்பாளர்கள் (1145, 1046, 1301, 1059)
paragraph-label: அமைப்பாளர் (1145, 1289, 1227, 1302)
part-text: ஜோ.பெனின் ஜோசப், 28/93, பொற்ற விளை, முளகுமூடு, கன்னியாகுமரி. (898, 1399, 1118, 1429)
branch-title: நெடியான்கோடு கிளை (505, 297, 684, 317)
part-colon: : (1247, 1878, 1251, 1892)
paragraph-label: துணை அமைப்பாளர்கள் (1145, 243, 1299, 256)
deputies-paragraph: துணை அமைப்பாளர்கள் : (1) ரா.அஜித், 3/46, சாணிவிளை, கண்ணனூர், வேர்கிளம்பி, கன்னியாகுமரி. (2) ரா.ஷெரன் ஜோஸ், 3/84–பி, விராலிக்காட்டுவிளை, மேக்காமண்டபம், கன்னியாகுமரி. (71, 1208, 402, 1269)
part-row (1146, 547, 1476, 579)
organizer-paragraph: அமைப்பாளர் : அ.பெனிஷ், பூவன்கினா விளை, கண்ணனூர், கன்னியாகுமரி. (429, 1592, 760, 1622)
part-text: த.ஜெயசிங், 20/245, பூந்தோப்பு, கண்ணனூர், கன்னியாகுமரி. (898, 1365, 1118, 1395)
paragraph-label: துணை அமைப்பாளர்கள் (71, 290, 219, 304)
paragraph-label: அமைப்பாளர் (429, 323, 517, 336)
branch-title: வாறுவிளை கிளை (522, 1567, 667, 1587)
paragraph-label: அமைப்பாளர் (1145, 1009, 1236, 1023)
part-number: பாகம் – 139 (787, 823, 852, 837)
